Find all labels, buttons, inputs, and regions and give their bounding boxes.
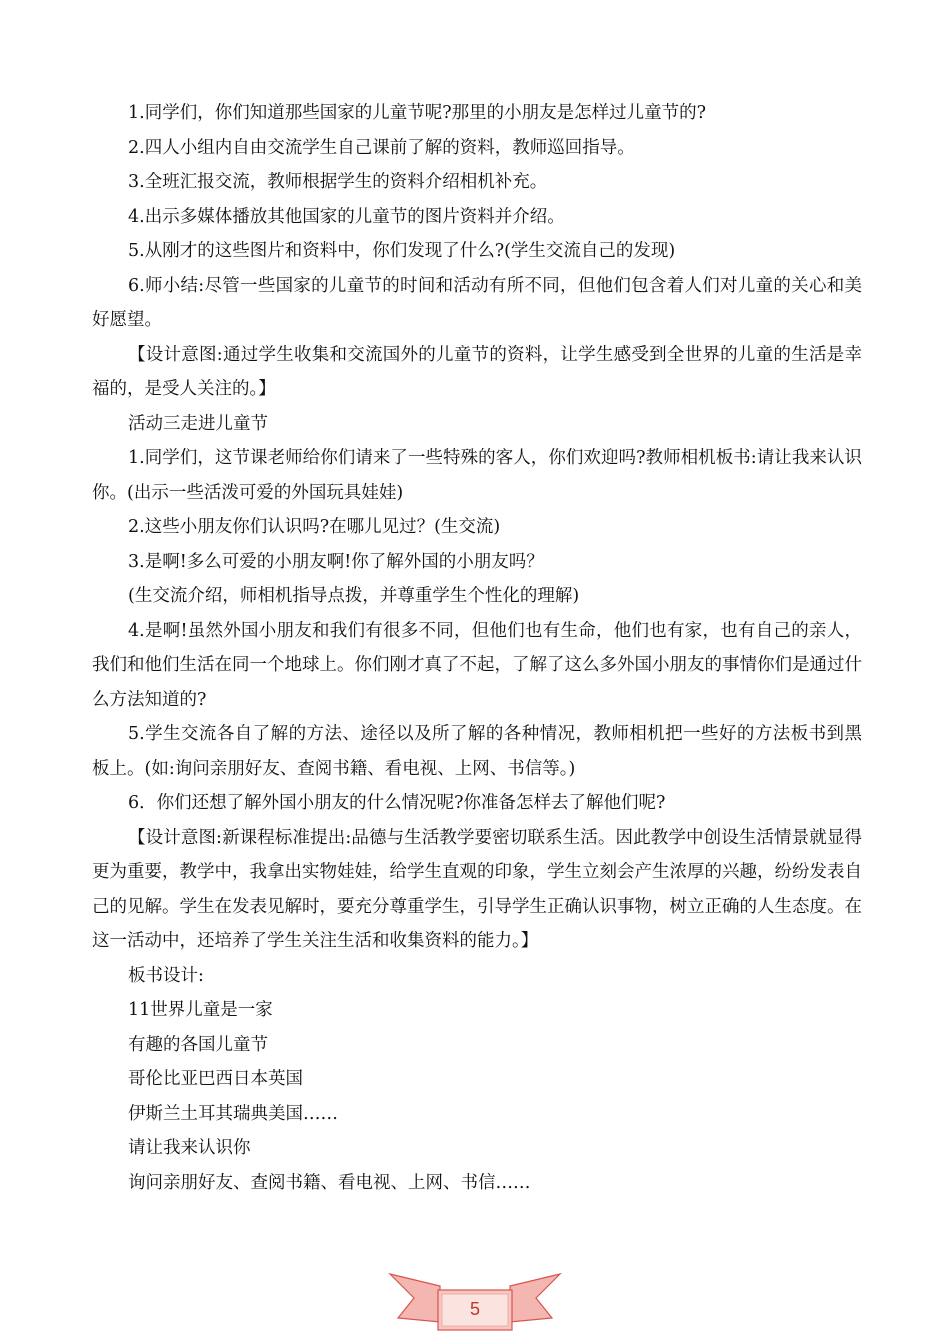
paragraph: 6．你们还想了解外国小朋友的什么情况呢?你准备怎样去了解他们呢? [128, 793, 666, 813]
section-heading: 活动三走进儿童节 [128, 413, 268, 434]
board-line: 请让我来认识你 [128, 1138, 251, 1158]
paragraph: 4.是啊!虽然外国小朋友和我们有很多不同，但他们也有生命，他们也有家，也有自己的亲人，我们和他们生活在同一个地球上。你们刚才真了不起，了解了这么多外国小朋友的事情你们是通过什么方法知道的? [92, 620, 862, 710]
page-body [92, 96, 862, 1200]
design-intent-note: 【设计意图:新课程标准提出:品德与生活教学要密切联系生活。因此教学中创设生活情景就显得更为重要，教学中，我拿出实物娃娃，给学生直观的印象，学生立刻会产生浓厚的兴趣，纷纷发表自己的见解。学生在发表见解时，要充分尊重学生，引导学生正确认识事物，树立正确的人生态度。在这一活动中，还培养了学生关注生活和收集资料的能力。】 [92, 827, 862, 951]
board-line: 11世界儿童是一家 [128, 1000, 273, 1020]
paragraph: 3.全班汇报交流，教师根据学生的资料介绍相机补充。 [128, 172, 548, 192]
board-line: 有趣的各国儿童节 [128, 1034, 268, 1055]
paragraph: 5.从刚才的这些图片和资料中，你们发现了什么?(学生交流自己的发现) [128, 241, 676, 261]
board-design-heading: 板书设计: [128, 965, 204, 986]
paragraph: 3.是啊!多么可爱的小朋友啊!你了解外国的小朋友吗？ [128, 551, 544, 572]
board-line: 哥伦比亚巴西日本英国 [128, 1069, 303, 1089]
paragraph: 5.学生交流各自了解的方法、途径以及所了解的各种情况，教师相机把一些好的方法板书到黑板上。(如:询问亲朋好友、查阅书籍、看电视、上网、书信等。) [92, 724, 862, 779]
board-line: 伊斯兰土耳其瑞典美国…… [128, 1103, 338, 1124]
paragraph: 1.同学们，这节课老师给你们请来了一些特殊的客人，你们欢迎吗?教师相机板书:请让我来认识你。(出示一些活泼可爱的外国玩具娃娃) [92, 448, 862, 503]
page-number: 5 [469, 1299, 480, 1319]
paragraph: 2.这些小朋友你们认识吗?在哪儿见过？(生交流) [128, 517, 501, 537]
paragraph: 1.同学们，你们知道那些国家的儿童节呢?那里的小朋友是怎样过儿童节的? [128, 103, 706, 123]
paragraph: 2.四人小组内自由交流学生自己课前了解的资料，教师巡回指导。 [128, 137, 635, 158]
paragraph: (生交流介绍，师相机指导点拨，并尊重学生个性化的理解) [128, 586, 580, 606]
design-intent-note: 【设计意图:通过学生收集和交流国外的儿童节的资料，让学生感受到全世界的儿童的生活是幸福的，是受人关注的。】 [92, 344, 862, 399]
page-footer [0, 1256, 950, 1344]
paragraph: 6.师小结:尽管一些国家的儿童节的时间和活动有所不同，但他们包含着人们对儿童的关心和美好愿望。 [92, 275, 862, 330]
board-line: 询问亲朋好友、查阅书籍、看电视、上网、书信…… [128, 1172, 531, 1193]
paragraph: 4.出示多媒体播放其他国家的儿童节的图片资料并介绍。 [128, 206, 565, 227]
